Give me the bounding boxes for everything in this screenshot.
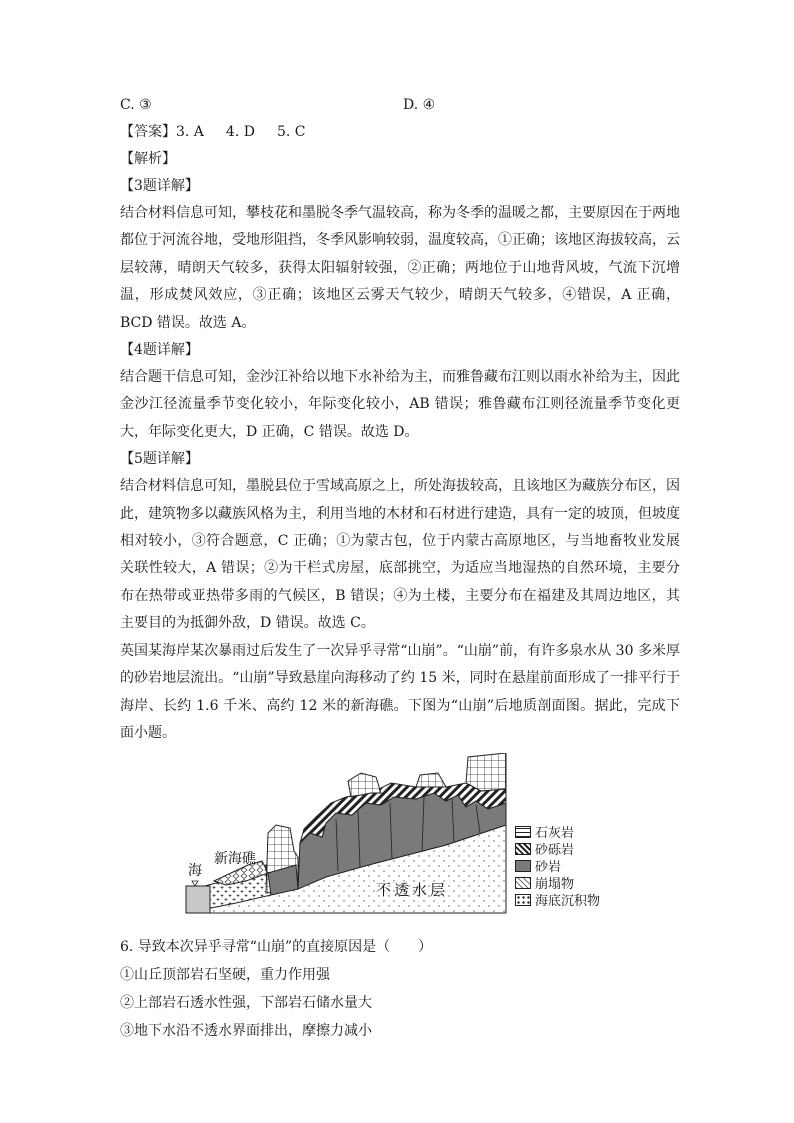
- q4-tag: 【4题详解】: [120, 342, 199, 359]
- limestone-cap: [466, 753, 506, 791]
- answer-item: 3. A: [176, 124, 204, 140]
- legend-item-limestone: 石灰岩: [515, 823, 600, 840]
- label-sea: 海: [188, 863, 202, 880]
- q5-explanation: 结合材料信息可知，墨脱县位于雪域高原之上，所处海拔较高，且该地区为藏族分布区，因此，建筑物多以藏族风格为主，利用当地的木材和石材进行建造，具有一定的坡顶，但坡度相对较小，③符合题意，C 正确；①为蒙古包，位于内蒙古高原地区，与当地畜牧业发展关联性较大，A 错误；②为干栏式房屋，底部挑空，为适应当地湿热的自然环境，主要分布在热带或亚热带多雨的气候区，B 错误；④为土楼，主要分布在福建及其周边地区，其主要目的为抵御外敌，D 错误。故选 C。: [120, 478, 680, 632]
- sea-water: [186, 886, 210, 913]
- q6-option: ②上部岩石透水性强，下部岩石储水量大: [120, 995, 372, 1012]
- legend-item-seabed-sediment: 海底沉积物: [515, 891, 600, 908]
- geologic-cross-section-figure: [120, 753, 680, 933]
- label-new-reef: 新海礁: [214, 851, 256, 868]
- cross-section-diagram: [176, 753, 516, 923]
- q6-option: ③地下水沿不透水界面排出，摩擦力减小: [120, 1023, 372, 1040]
- q6-stem: 6. 导致本次异乎寻常“山崩”的直接原因是（ ）: [120, 939, 433, 956]
- q5-tag: 【5题详解】: [120, 451, 199, 468]
- q3-explanation: 结合材料信息可知，攀枝花和墨脱冬季气温较高，称为冬季的温暖之都，主要原因在于两地都位于河流谷地，受地形阻挡，冬季风影响较弱，温度较高，①正确；该地区海拔较高，云层较薄，晴朗天气较多，获得太阳辐射较强，②正确；两地位于山地背风坡，气流下沉增温，形成焚风效应，③正确；该地区云雾天气较少，晴朗天气较多，④错误，A 正确，BCD 错误。故选 A。: [120, 205, 680, 331]
- label-impermeable-layer: 不透水层: [376, 881, 449, 900]
- answer-tag: 【答案】: [120, 124, 176, 140]
- option-c: C. ③: [120, 97, 152, 113]
- document-page: [120, 92, 680, 1045]
- legend-item-conglomerate: 砂砾岩: [515, 840, 600, 857]
- sea-level-marker: [192, 881, 198, 886]
- sandstone-swatch: [515, 860, 531, 872]
- debris-swatch: [515, 877, 531, 889]
- answer-item: 5. C: [276, 124, 306, 140]
- previous-options: [120, 92, 680, 119]
- legend-item-sandstone: 砂岩: [515, 857, 600, 874]
- material-paragraph: 英国某海岸某次暴雨过后发生了一次异乎寻常“山崩”。“山崩”前，有许多泉水从 30 多米厚的砂岩地层流出。“山崩”导致悬崖向海移动了约 15 米，同时在悬崖前面形成了一排平行于海岸、长约 1.6 千米、高约 12 米的新海礁。下图为“山崩”后地质剖面图。据此，完成下面小题。: [120, 642, 680, 741]
- conglomerate-swatch: [515, 843, 531, 855]
- q3-tag: 【3题详解】: [120, 178, 199, 194]
- q6-option: ①山丘顶部岩石坚硬，重力作用强: [120, 967, 330, 984]
- seabed-sediment-swatch: [515, 894, 531, 906]
- limestone-cap: [348, 773, 381, 797]
- q4-explanation: 结合题干信息可知，金沙江补给以地下水补给为主，而雅鲁藏布江则以雨水补给为主，因此金沙江径流量季节变化较小，年际变化较小，AB 错误；雅鲁藏布江则径流量季节变化更大，年际变化更大，D 正确，C 错误。故选 D。: [120, 369, 680, 440]
- legend-item-debris: 崩塌物: [515, 874, 600, 891]
- limestone-cap: [416, 773, 446, 787]
- answer-line: [120, 119, 680, 146]
- analysis-tag: 【解析】: [120, 151, 176, 167]
- figure-legend: [515, 823, 600, 908]
- answer-item: 4. D: [225, 124, 255, 140]
- option-d: D. ④: [403, 97, 436, 113]
- limestone-swatch: [515, 826, 531, 838]
